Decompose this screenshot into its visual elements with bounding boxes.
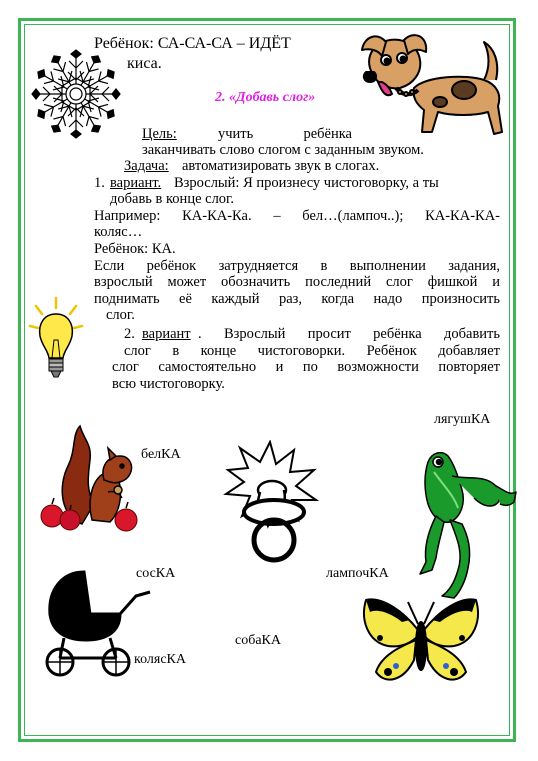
butterfly-image <box>358 590 484 692</box>
child-answer: Ребёнок: КА. <box>94 241 176 257</box>
light-bulb-image <box>28 296 84 392</box>
label-bulb: лампочКА <box>326 566 389 581</box>
hint-line-2: взрослый может обозначить последний слог фишкой и <box>94 274 500 290</box>
variant-1-line-2: добавь в конце слог. <box>110 191 234 207</box>
variant-2-line-4: всю чистоговорку. <box>112 376 225 392</box>
hint-line-3: поднимать её каждый раз, когда надо произносить <box>94 291 500 307</box>
stroller-image <box>40 566 152 682</box>
squirrel-image <box>38 420 140 536</box>
label-stroller: колясКА <box>134 652 186 667</box>
label-dog: собаКА <box>235 633 281 648</box>
variant-2-label: вариант <box>142 326 191 342</box>
frog-image <box>414 446 520 608</box>
snowflake-image <box>30 48 122 140</box>
example-line-2: коляс… <box>94 224 143 240</box>
task-label: Задача: <box>124 158 169 174</box>
heading-line-2: киса. <box>127 55 162 72</box>
variant-2-line-2: слог в конце чистоговорки. Ребёнок добавляет <box>124 343 500 359</box>
label-squirrel: белКА <box>141 447 181 462</box>
hint-line-4: слог. <box>106 307 135 323</box>
variant-2-line-1: . Взрослый просит ребёнка добавить <box>198 326 500 342</box>
goal-label: Цель: <box>142 126 177 142</box>
goal-line-1: учить ребёнка <box>218 126 352 142</box>
variant-2-line-3: слог самостоятельно и по возможности повторяет <box>112 359 500 375</box>
variant-1-line-1: Взрослый: Я произнесу чистоговорку, а ты <box>174 175 439 191</box>
variant-2-number: 2. <box>124 326 135 342</box>
example-line-1: Например: КА-КА-Ка. – бел…(лампоч..); КА-КА-КА- <box>94 208 500 224</box>
section-title: 2. «Добавь слог» <box>215 90 316 105</box>
heading-line-1: Ребёнок: СА-СА-СА – ИДЁТ <box>94 35 291 52</box>
variant-1-number: 1. <box>94 175 105 191</box>
dog-image <box>356 28 516 140</box>
goal-line-2: заканчивать слово слогом с заданным звуком. <box>142 142 424 158</box>
task-text: автоматизировать звук в слогах. <box>182 158 380 174</box>
variant-1-label: вариант. <box>110 175 162 191</box>
label-frog: лягушКА <box>434 412 491 427</box>
hint-line-1: Если ребёнок затрудняется в выполнении задания, <box>94 258 500 274</box>
pacifier-image <box>218 440 326 564</box>
label-pine: сосКА <box>136 566 176 581</box>
